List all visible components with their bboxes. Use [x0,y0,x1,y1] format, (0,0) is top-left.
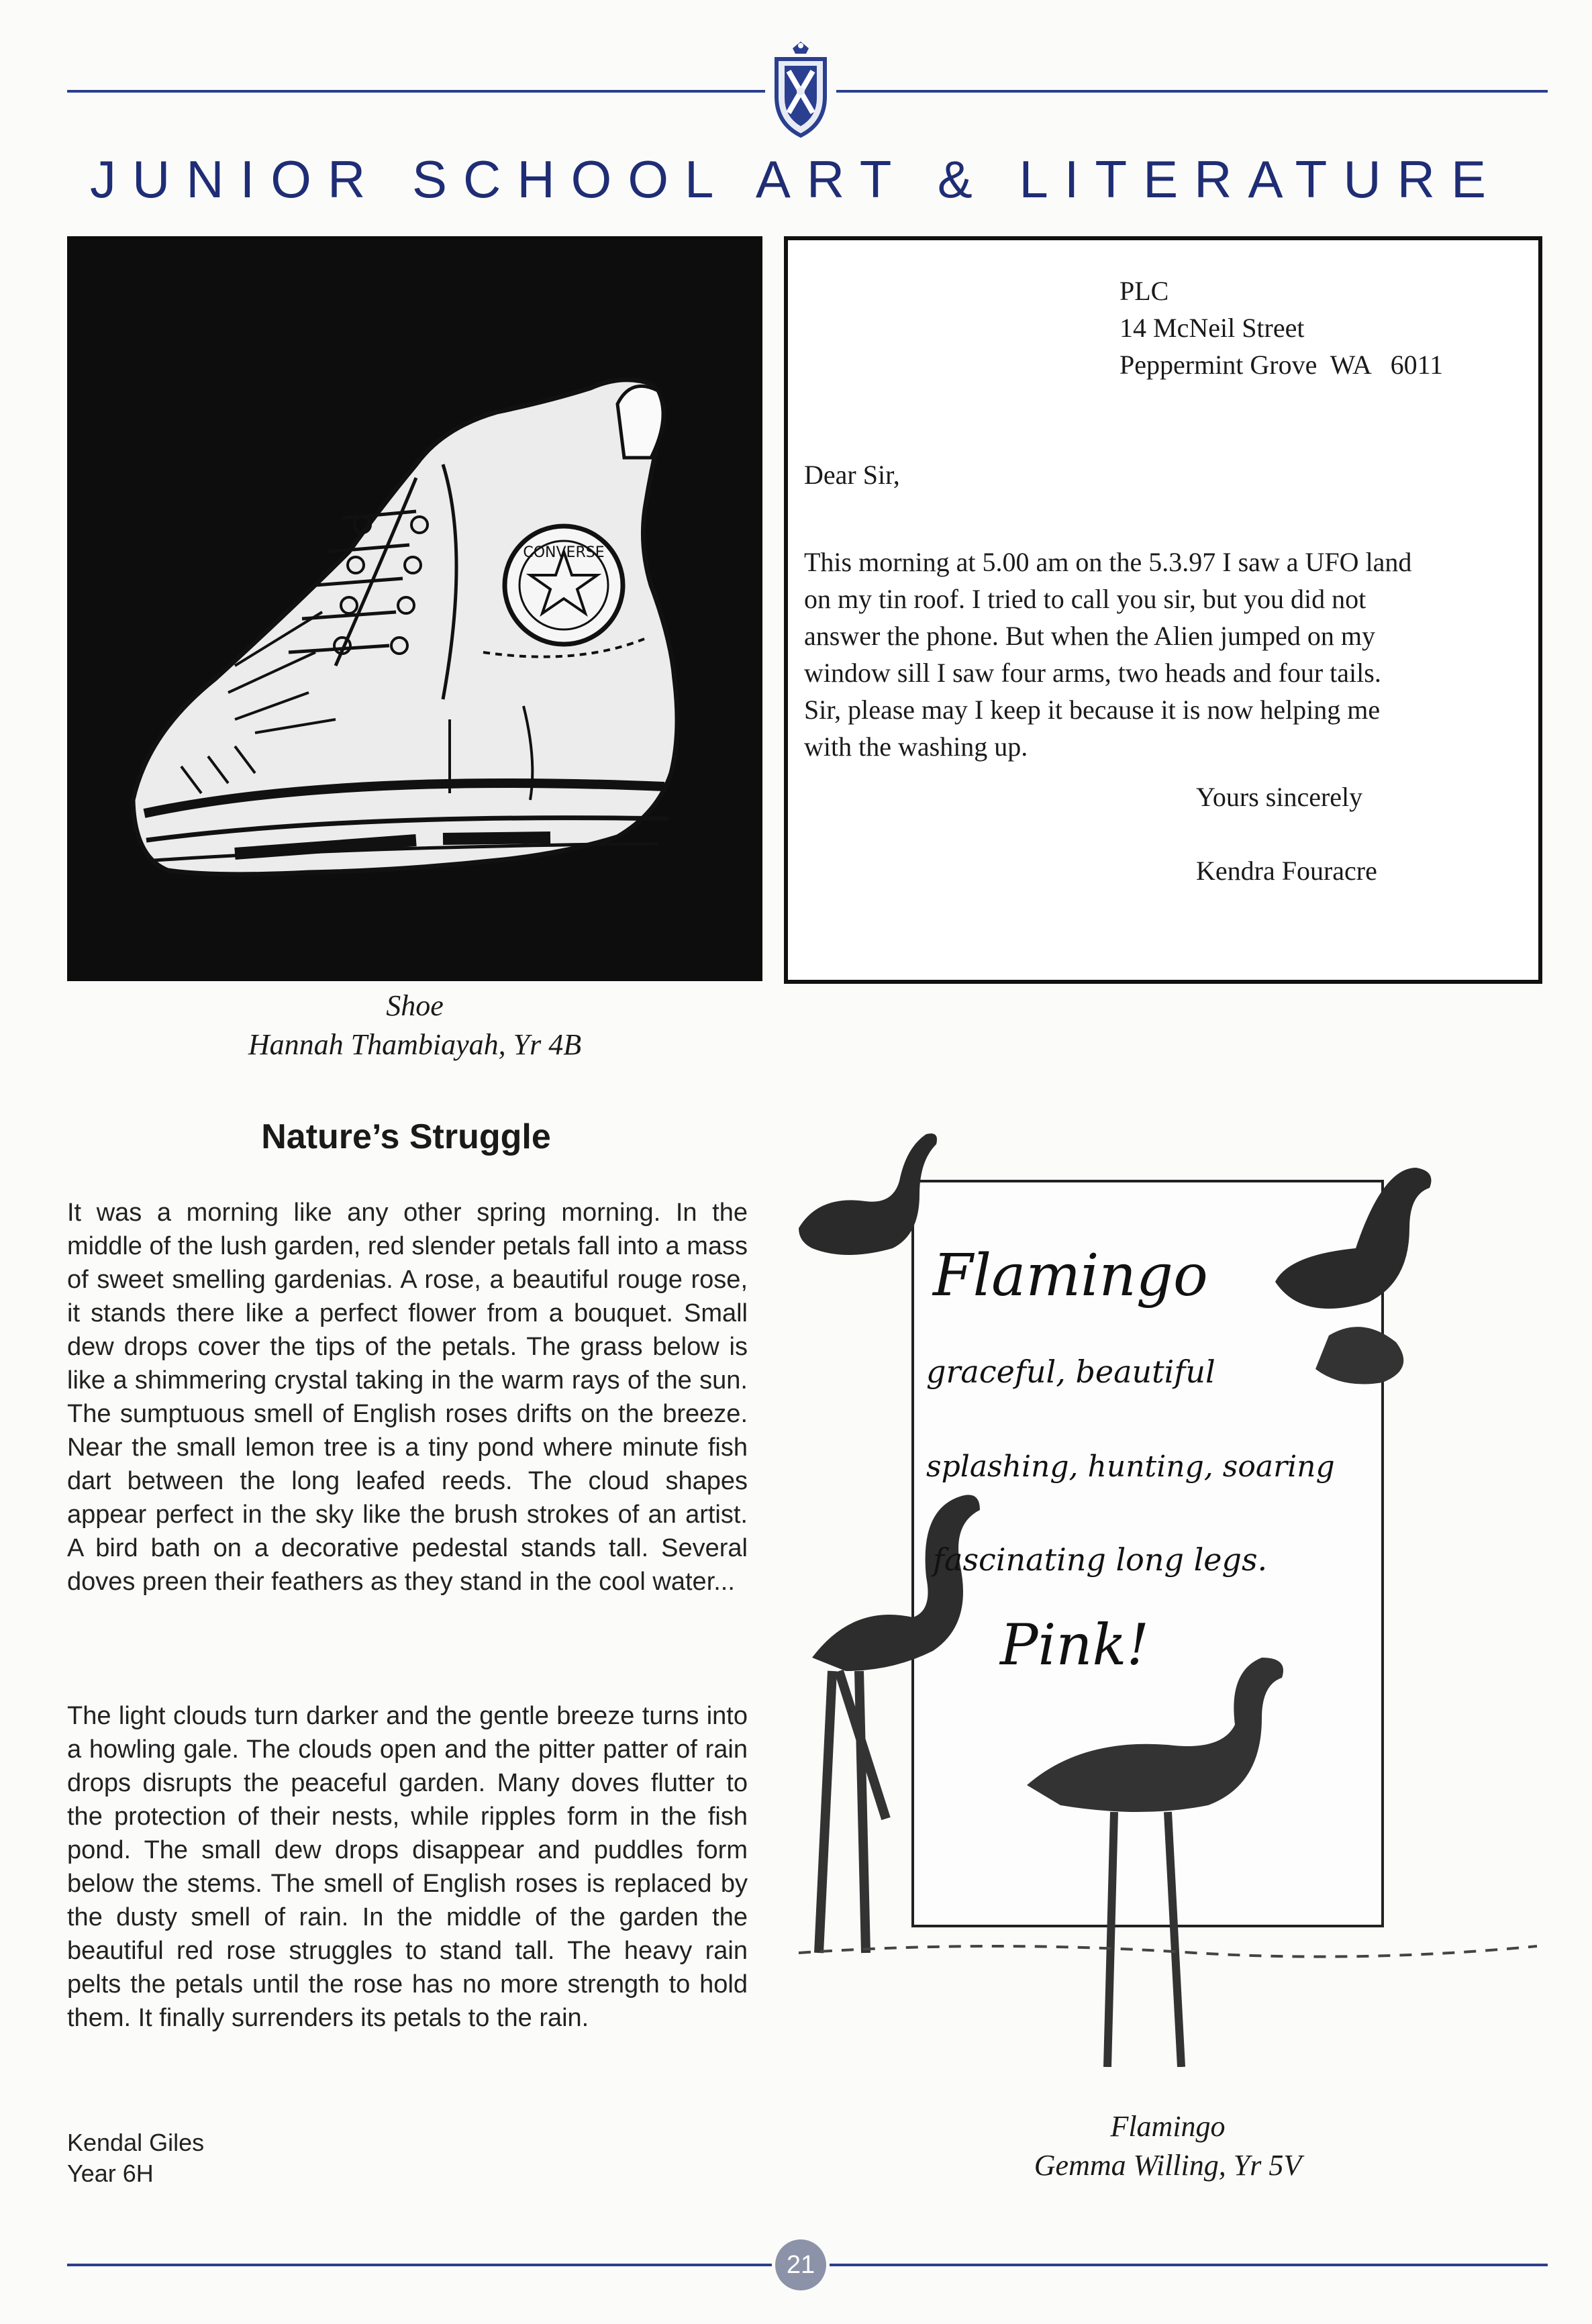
story-author [67,2127,204,2189]
story-paragraph-1: It was a morning like any other spring morning. In the middle of the lush garden, red slender petals fall into a mass of sweet smelling gardenias. A rose, a beautiful rouge rose, it stands there like a perfect flower from a bouquet. Small dew drops cover the tips of the petals. The grass below is like a shimmering crystal taking in the warm rays of the sun. The sumptuous smell of English roses drifts on the breeze. Near the small lemon tree is a tiny pond where minute fish dart between the long leafed reeds. The cloud shapes appear perfect in the sky like the brush strokes of an artist. A bird bath on a decorative pedestal stands tall. Several doves preen their feathers as they stand in the cool water... [67,1199,748,1596]
letter-closing: Yours sincerely [1196,782,1363,812]
story-author-name: Kendal Giles [67,2129,205,2156]
flamingo-caption-title: Flamingo [1110,2110,1226,2143]
letter-address [1120,272,1443,383]
flamingo-caption-artist: Gemma Willing, Yr 5V [1034,2149,1302,2182]
converse-shoe-drawing [67,236,762,981]
letter-body-line: on my tin roof. I tried to call you sir, but you did not [804,584,1366,614]
shoe-caption [67,987,762,1064]
flamingo-poem-title: Flamingo [933,1242,1208,1309]
letter-signature: Kendra Fouracre [1196,856,1377,886]
flamingo-poem-line: graceful, beautiful [926,1354,1215,1390]
letter-body-line: Sir, please may I keep it because it is now helping me [804,695,1381,725]
letter-address-line: PLC [1120,276,1169,306]
flamingo-poem-line: fascinating long legs. [933,1542,1268,1578]
shoe-caption-artist: Hannah Thambiayah, Yr 4B [248,1028,582,1061]
letter-body-line: answer the phone. But when the Alien jumped on my [804,621,1375,651]
ufo-letter [784,236,1542,984]
letter-body-line: window sill I saw four arms, two heads and four tails. [804,658,1381,688]
letter-body [804,544,1515,765]
flamingo-caption [792,2107,1544,2185]
letter-body-line: with the washing up. [804,731,1028,762]
flamingo-poem-line: splashing, hunting, soaring [926,1450,1335,1484]
flamingo-poem-line: Pink! [1000,1612,1150,1678]
letter-body-line: This morning at 5.00 am on the 5.3.97 I saw a UFO land [804,547,1412,577]
letter-salutation: Dear Sir, [804,460,900,490]
story-paragraph-2: The light clouds turn darker and the gentle breeze turns into a howling gale. The clouds open and the pitter patter of rain drops disrupts the peaceful garden. Many doves flutter to the protection of their nests, while ripples form in the fish pond. The small dew drops disappear and puddles form below the stems. The smell of English roses is replaced by the dusty smell of rain. In the middle of the garden the beautiful red rose struggles to stand tall. The heavy rain pelts the petals until the rose has no more strength to hold them. It finally surrenders its petals to the rain. [67,1702,748,2032]
footer-rule-right [830,2264,1548,2266]
page-title: JUNIOR SCHOOL ART & LITERATURE [89,150,1503,209]
school-crest-icon [767,39,834,140]
letter-address-line: Peppermint Grove WA 6011 [1120,350,1444,380]
story-author-class: Year 6H [67,2160,154,2187]
converse-logo-text: CONVERSE [523,544,605,561]
story-title: Nature’s Struggle [261,1117,551,1156]
header-rule-right [836,90,1548,93]
page-number: 21 [775,2239,826,2290]
header-rule-left [67,90,765,93]
letter-address-line: 14 McNeil Street [1120,313,1305,343]
shoe-caption-title: Shoe [386,989,444,1022]
footer-rule-left [67,2264,772,2266]
flamingo-poem-drawing [792,1080,1544,2067]
